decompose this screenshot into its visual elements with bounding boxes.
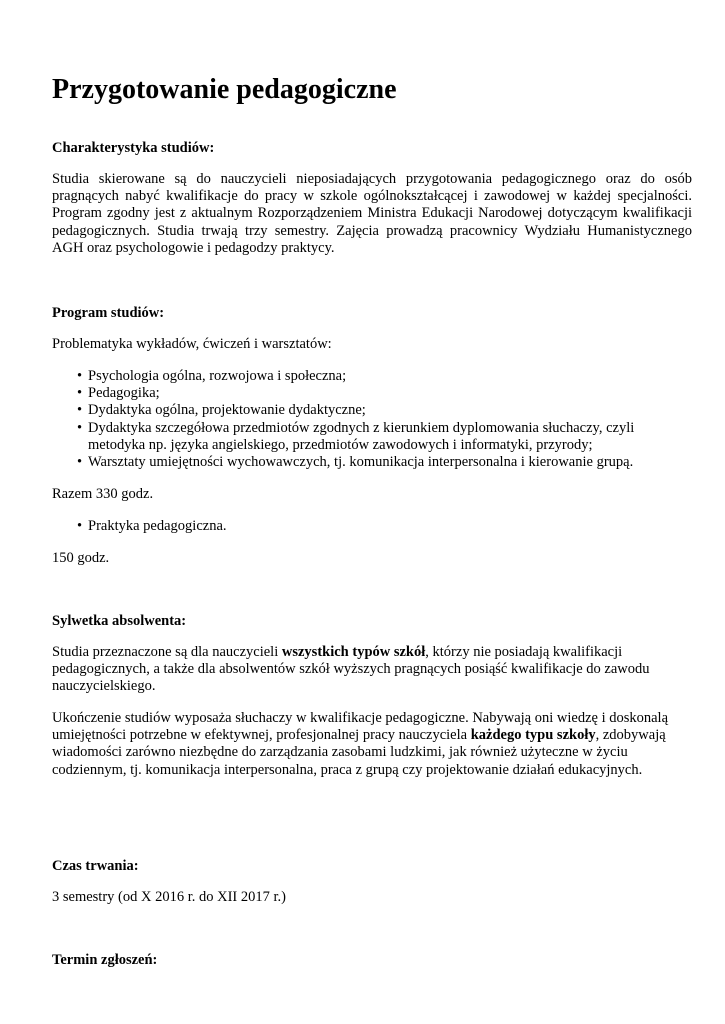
graduate-heading: Sylwetka absolwenta: [52, 613, 187, 629]
deadline-heading: Termin zgłoszeń: [52, 952, 158, 968]
characteristics-text: Studia skierowane są do nauczycieli nieposiadających przygotowania pedagogicznego oraz do osób pragnących nabyć kwalifikacje do pracy w szkole ogólnokształcącej i zawodowej w każdej specjalności. Program zgodny jest z aktualnym Rozporządzeniem Ministra Edukacji Narodowej dotyczącym kwalifikacji pedagogicznych. Studia trwają trzy semestry. Zajęcia prowadzą pracownicy Wydziału Humanistycznego AGH oraz psychologowie i pedagodzy praktycy. [52, 171, 692, 256]
program-topics-list [52, 368, 692, 471]
program-intro: Problematyka wykładów, ćwiczeń i warsztatów: [52, 336, 332, 352]
duration-heading: Czas trwania: [52, 858, 139, 874]
characteristics-heading: Charakterystyka studiów: [52, 140, 215, 156]
practice-hours: 150 godz. [52, 550, 110, 566]
practice-list [52, 518, 692, 535]
emphasis-text: każdego typu szkoły [470, 727, 596, 744]
list-item: • Praktyka pedagogiczna. [77, 518, 227, 534]
bullet-icon: • [77, 454, 83, 471]
page-title: Przygotowanie pedagogiczne [52, 74, 397, 105]
bullet-icon: • [77, 368, 83, 384]
bullet-icon: • [77, 385, 83, 402]
list-item: • Dydaktyka ogólna, projektowanie dydaktyczne; [77, 402, 366, 419]
duration-text: 3 semestry (od X 2016 r. do XII 2017 r.) [52, 889, 286, 905]
graduate-paragraph-1: Studia przeznaczone są dla nauczycieli wszystkich typów szkół, którzy nie posiadają kwalifikacji pedagogicznych, a także dla absolwentów szkół wyższych pragnących posiąść kwalifikacje do zawodu nauczycielskiego. [52, 644, 650, 695]
list-item: • Warsztaty umiejętności wychowawczych, tj. komunikacja interpersonalna i kierowanie grupą. [77, 454, 634, 471]
bullet-icon: • [77, 402, 83, 419]
emphasis-text: wszystkich typów szkół [281, 644, 426, 660]
list-item: • Dydaktyka szczegółowa przedmiotów zgodnych z kierunkiem dyplomowania słuchaczy, czyli metodyka np. języka angielskiego, przedmiotów zawodowych i informatyki, przyrody; [77, 419, 635, 453]
list-item: • Pedagogika; [77, 385, 160, 402]
program-heading: Program studiów: [52, 305, 165, 321]
graduate-paragraph-2: Ukończenie studiów wyposaża słuchaczy w kwalifikacje pedagogiczne. Nabywają oni wiedzę i doskonalą umiejętności potrzebne w efektywnej, profesjonalnej pracy nauczyciela każdego typu szkoły, zdobywają wiadomości zarówno niezbędne do zarządzania zasobami ludzkimi, jak również użyteczne w życiu codziennym, tj. komunikacja interpersonalna, praca z grupą czy projektowanie działań edukacyjnych. [52, 710, 669, 778]
program-total-hours: Razem 330 godz. [52, 486, 154, 502]
list-item: • Psychologia ogólna, rozwojowa i społeczna; [77, 368, 347, 384]
bullet-icon: • [77, 419, 83, 436]
bullet-icon: • [77, 518, 83, 534]
